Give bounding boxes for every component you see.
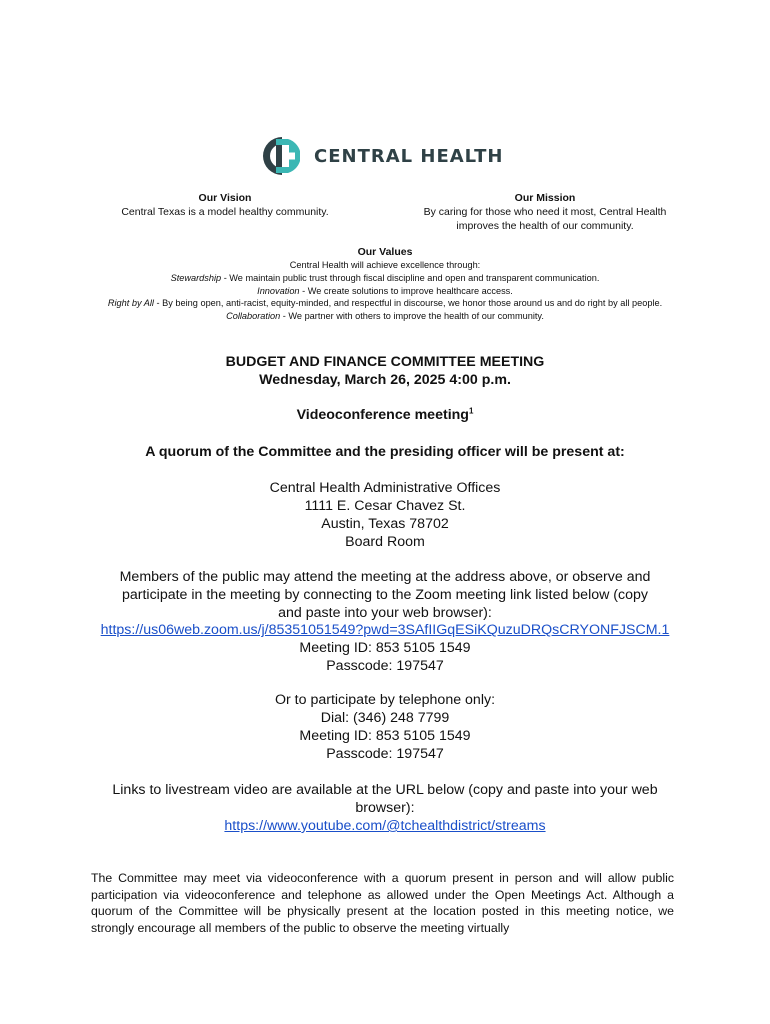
phone-participation <box>60 691 710 763</box>
value-item <box>40 272 730 285</box>
address-line: Board Room <box>345 534 425 550</box>
phone-intro: Or to participate by telephone only: <box>274 692 496 708</box>
vision-section <box>100 191 350 219</box>
value-name: Right by All <box>107 298 154 309</box>
value-text: - We create solutions to improve healthcare access. <box>299 285 513 296</box>
values-section <box>40 245 730 323</box>
zoom-link[interactable]: https://us06web.zoom.us/j/85351051549?pwd=3SAfIIGqESiKQuzuDRQsCRYONFJSCM.1 <box>100 622 670 639</box>
mission-text-line1: By caring for those who need it most, Central Health <box>423 206 667 218</box>
vision-text: Central Texas is a model healthy community. <box>121 206 329 218</box>
public-text-line: participate in the meeting by connecting to the Zoom meeting link listed below (copy <box>121 586 648 603</box>
livestream-section <box>85 781 685 835</box>
value-name: Stewardship <box>170 272 222 283</box>
meeting-title-block <box>60 353 710 389</box>
mission-text-line2: improves the health of our community. <box>456 220 634 232</box>
meeting-datetime: Wednesday, March 26, 2025 4:00 p.m. <box>259 372 511 388</box>
phone-passcode: Passcode: 197547 <box>326 746 444 762</box>
videoconference-notice: The Committee may meet via videoconference with a quorum present in person and will allow public participation via videoconference and telephone as allowed under the Open Meetings Act. Although a quorum of the Committee will be physically present at the location posted in this meeting notice, we strongly encourage all members of the public to observe the meeting virtually <box>91 871 674 935</box>
zoom-passcode: Passcode: 197547 <box>326 657 444 674</box>
zoom-meeting-id: Meeting ID: 853 5105 1549 <box>299 640 471 657</box>
meeting-type-text: Videoconference meeting <box>296 407 469 423</box>
logo-wordmark: CENTRAL HEALTH <box>314 145 504 167</box>
value-item <box>40 310 730 323</box>
public-text-line: Members of the public may attend the meeting at the address above, or observe and <box>119 569 651 585</box>
meeting-address <box>60 479 710 551</box>
value-text: - We maintain public trust through fiscal discipline and open and transparent communication. <box>221 272 600 283</box>
values-heading: Our Values <box>357 246 413 258</box>
central-health-logo <box>262 135 504 177</box>
value-text: - We partner with others to improve the health of our community. <box>280 311 544 322</box>
value-item <box>40 285 730 298</box>
value-name: Collaboration <box>226 311 281 322</box>
livestream-link[interactable]: https://www.youtube.com/@tchealthdistrict/streams <box>224 818 546 834</box>
value-text: - By being open, anti-racist, equity-minded, and respectful in discourse, we honor those around us and do right by all people. <box>153 298 663 309</box>
livestream-text-line: Links to livestream video are available at the URL below (copy and paste into your web <box>112 782 658 798</box>
address-line: Austin, Texas 78702 <box>321 516 449 532</box>
values-intro: Central Health will achieve excellence through: <box>289 260 481 270</box>
mission-heading: Our Mission <box>514 192 576 204</box>
value-name: Innovation <box>257 285 300 296</box>
phone-meeting-id: Meeting ID: 853 5105 1549 <box>299 728 471 744</box>
meeting-title: BUDGET AND FINANCE COMMITTEE MEETING <box>225 354 545 370</box>
value-item <box>40 297 730 310</box>
address-line: Central Health Administrative Offices <box>269 480 501 496</box>
footnote-mark: 1 <box>468 406 474 416</box>
livestream-text-line: browser): <box>355 800 415 816</box>
address-line: 1111 E. Cesar Chavez St. <box>304 498 466 514</box>
vision-heading: Our Vision <box>198 192 252 204</box>
meeting-type <box>60 406 710 424</box>
public-text-line: and paste into your web browser): <box>278 604 492 621</box>
phone-dial: Dial: (346) 248 7799 <box>320 710 450 726</box>
quorum-statement: A quorum of the Committee and the presiding officer will be present at: <box>145 444 625 460</box>
public-participation <box>90 569 680 676</box>
mission-section <box>405 191 685 233</box>
central-health-logo-icon <box>262 135 302 177</box>
